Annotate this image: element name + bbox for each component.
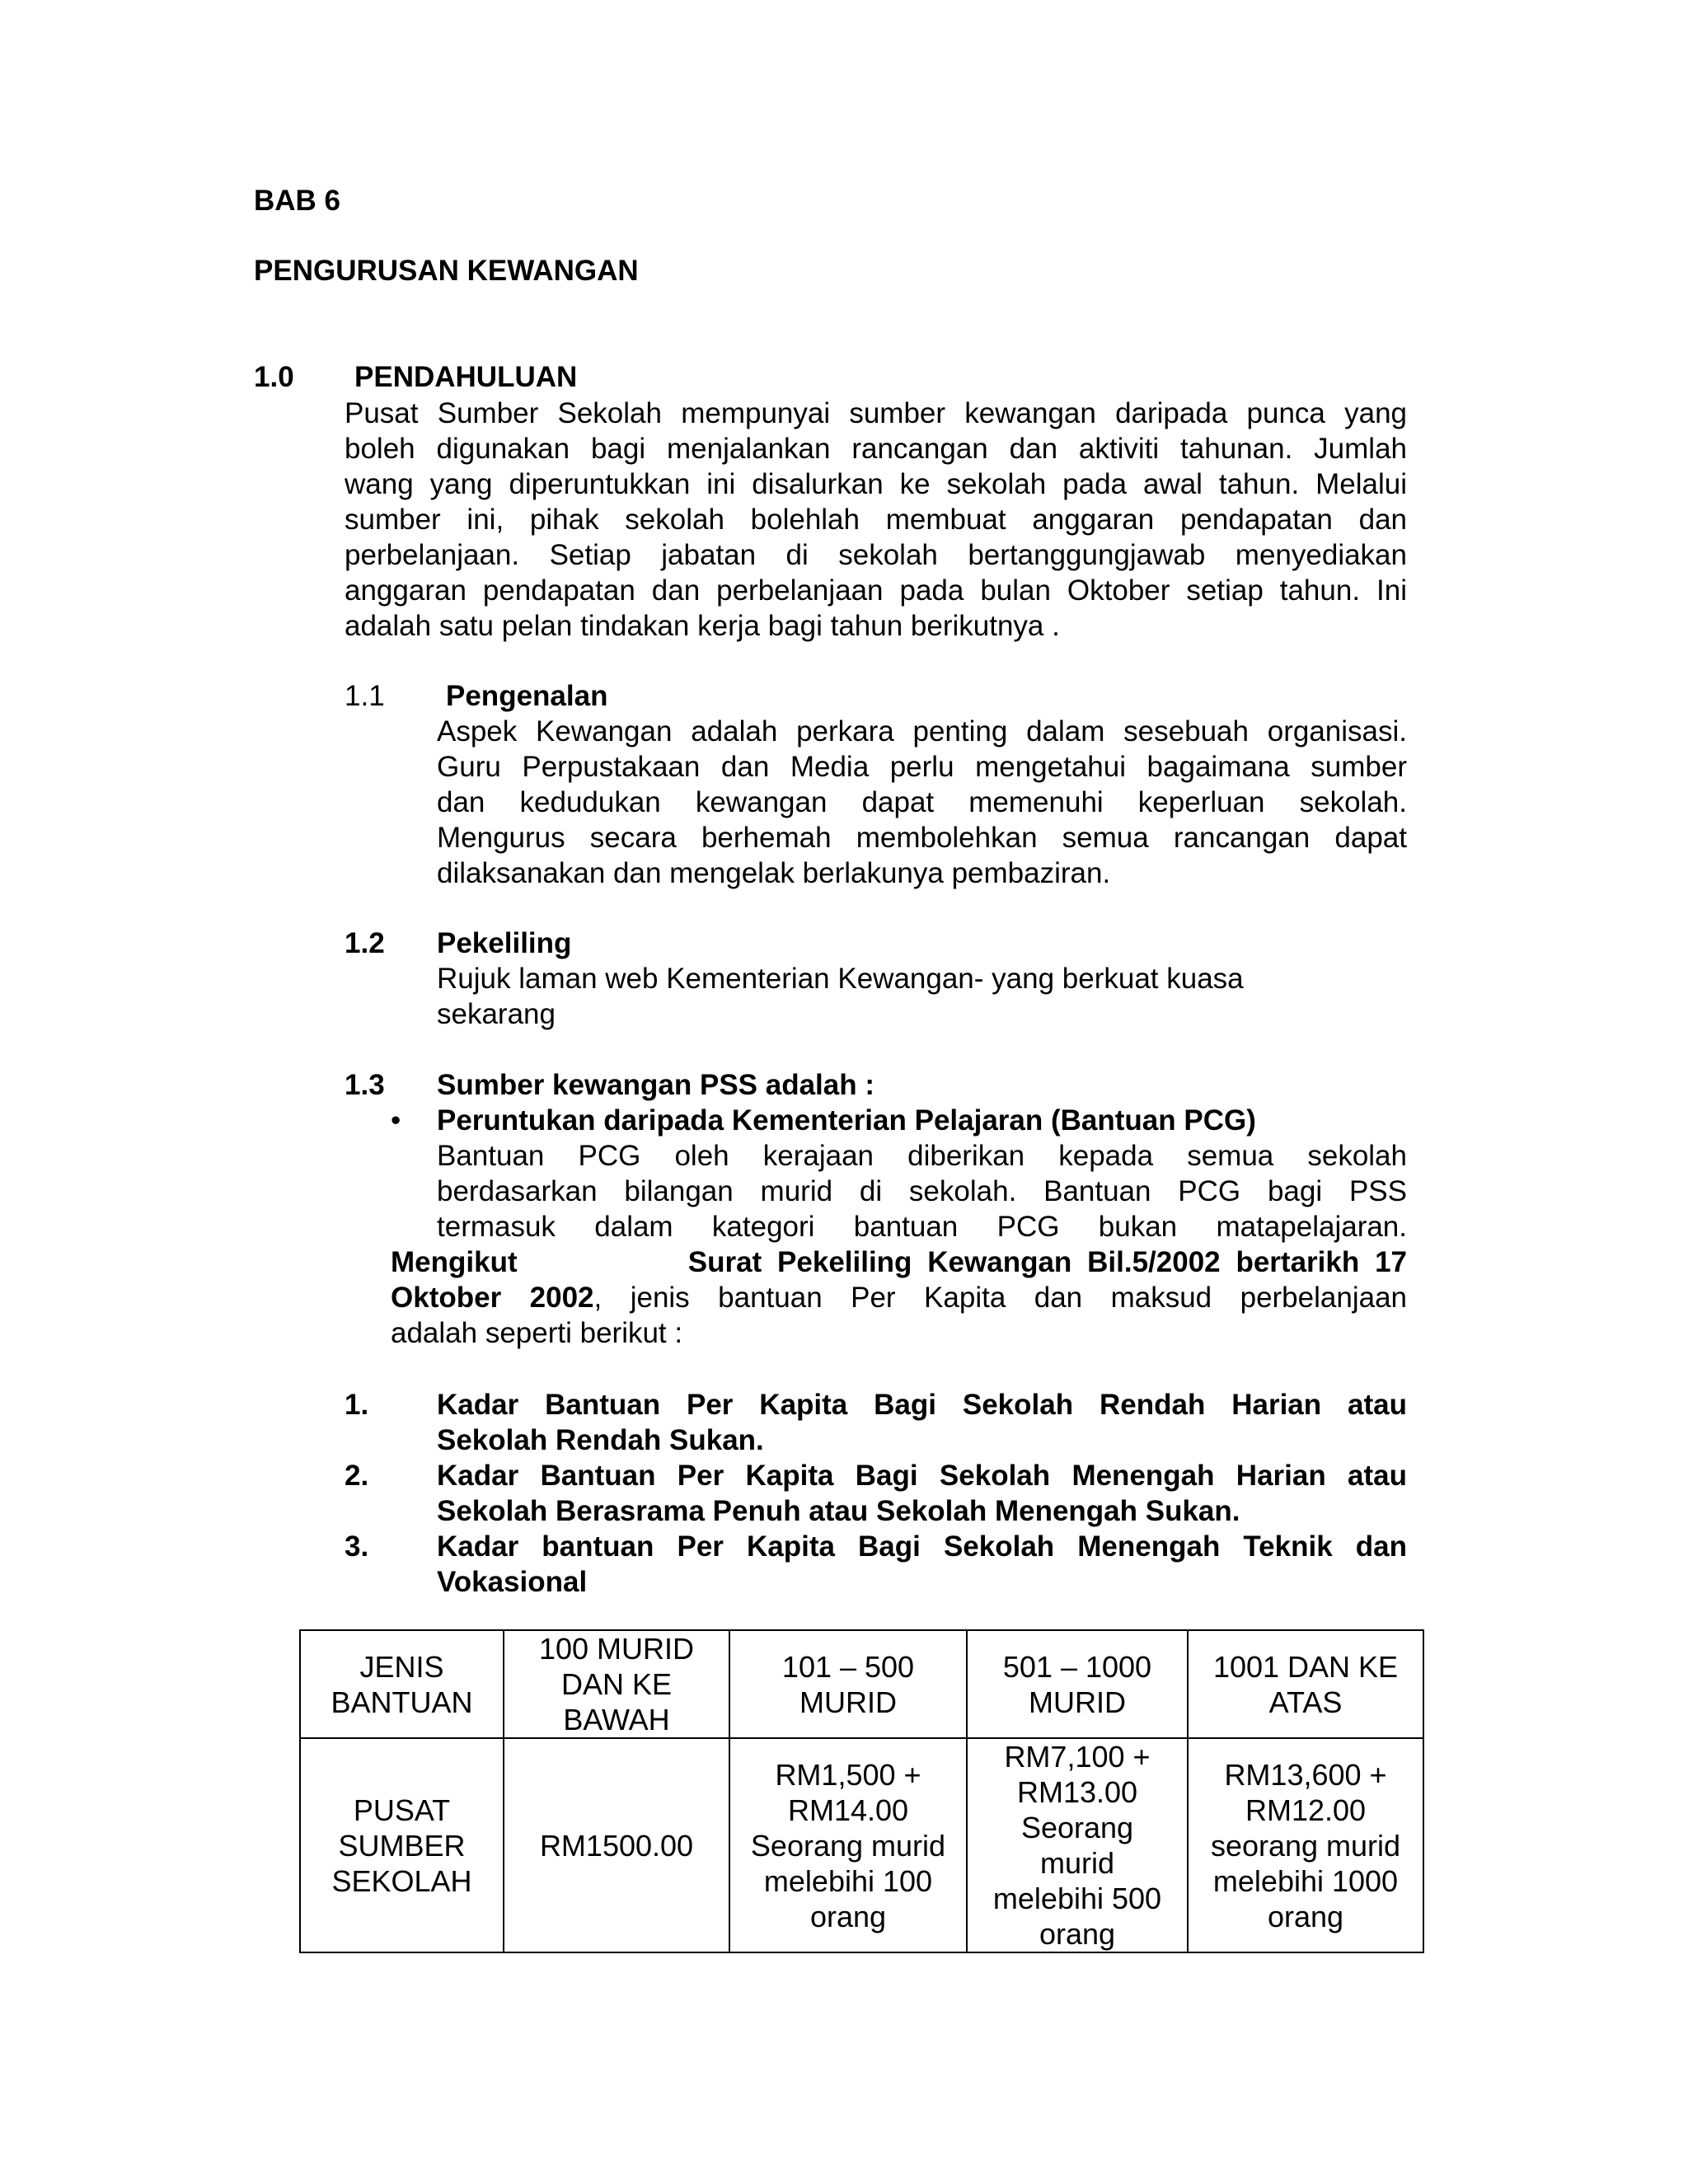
paragraph-line: Bantuan PCG oleh kerajaan diberikan kepada semua sekolah: [437, 1140, 1407, 1172]
list-item-2: [437, 1458, 1407, 1529]
list-number-1: 1.: [345, 1389, 369, 1421]
list-item-3: [437, 1529, 1407, 1600]
circular-text: , jenis bantuan Per Kapita dan maksud perbelanjaan: [593, 1282, 1407, 1314]
list-item-1: [437, 1387, 1407, 1458]
circular-title: Surat Pekeliling Kewangan Bil.5/2002 bertarikh 17: [687, 1246, 1407, 1278]
paragraph-line: dilaksanakan dan mengelak berlakunya pembaziran.: [437, 857, 1111, 889]
paragraph-line: Pusat Sumber Sekolah mempunyai sumber kewangan daripada punca yang: [345, 397, 1407, 429]
list-number-3: 3.: [345, 1530, 369, 1563]
bullet-point: •: [391, 1104, 401, 1137]
table-cell: RM1500.00: [504, 1738, 729, 1952]
bullet-heading-pcg: Peruntukan daripada Kementerian Pelajaran (Bantuan PCG): [437, 1104, 1256, 1137]
table-cell: RM7,100 + RM13.00 Seorang murid melebihi 500 orang: [967, 1738, 1188, 1952]
paragraph-line: Aspek Kewangan adalah perkara penting dalam sesebuah organisasi.: [437, 715, 1407, 748]
list-item-line: Vokasional: [437, 1566, 588, 1598]
section-heading-sumber-kewangan: Sumber kewangan PSS adalah :: [437, 1069, 874, 1101]
paragraph-line: sumber ini, pihak sekolah bolehlah membuat anggaran pendapatan dan: [345, 504, 1407, 536]
table-header-cell: 1001 DAN KE ATAS: [1188, 1630, 1423, 1738]
circular-date: Oktober 2002: [391, 1282, 594, 1314]
table-header-cell: 100 MURID DAN KE BAWAH: [504, 1630, 729, 1738]
paragraph-line: perbelanjaan. Setiap jabatan di sekolah bertanggungjawab menyediakan: [345, 539, 1407, 571]
paragraph-line: sekarang: [437, 998, 556, 1030]
paragraph-line: Rujuk laman web Kementerian Kewangan- yang berkuat kuasa: [437, 963, 1244, 995]
paragraph-line: anggaran pendapatan dan perbelanjaan pada bulan Oktober setiap tahun. Ini: [345, 574, 1407, 607]
section-1-0-paragraph: [345, 396, 1407, 644]
paragraph-line: berdasarkan bilangan murid di sekolah. Bantuan PCG bagi PSS: [437, 1175, 1407, 1207]
section-number-1-3: 1.3: [345, 1069, 385, 1101]
paragraph-line: Guru Perpustakaan dan Media perlu mengetahui bagaimana sumber: [437, 751, 1407, 783]
bullet-paragraph: [437, 1138, 1407, 1244]
list-number-2: 2.: [345, 1460, 369, 1492]
list-item-line: Sekolah Rendah Sukan.: [437, 1424, 764, 1456]
section-number-1-1: 1.1: [345, 680, 385, 712]
section-number-1-0: 1.0: [254, 361, 294, 393]
chapter-title: PENGURUSAN KEWANGAN: [254, 255, 639, 287]
list-item-line: Kadar bantuan Per Kapita Bagi Sekolah Menengah Teknik dan: [437, 1530, 1407, 1563]
table-header-cell: JENIS BANTUAN: [300, 1630, 504, 1738]
section-number-1-2: 1.2: [345, 927, 385, 959]
section-heading-pekeliling: Pekeliling: [437, 927, 572, 959]
chapter-label: BAB 6: [254, 185, 341, 217]
list-item-line: Kadar Bantuan Per Kapita Bagi Sekolah Menengah Harian atau: [437, 1460, 1407, 1492]
paragraph-line: [391, 1244, 1407, 1280]
section-1-1-paragraph: [437, 714, 1407, 891]
section-1-2-paragraph: [437, 961, 1407, 1032]
table-cell: RM13,600 + RM12.00 seorang murid melebihi 1000 orang: [1188, 1738, 1423, 1952]
paragraph-line: [391, 1280, 1407, 1315]
table-header-cell: 101 – 500 MURID: [729, 1630, 967, 1738]
table-cell: RM1,500 + RM14.00 Seorang murid melebihi 100 orang: [729, 1738, 967, 1952]
paragraph-line: wang yang diperuntukkan ini disalurkan ke sekolah pada awal tahun. Melalui: [345, 468, 1407, 500]
section-heading-pengenalan: Pengenalan: [446, 680, 608, 712]
paragraph-line: dan kedudukan kewangan dapat memenuhi keperluan sekolah.: [437, 786, 1407, 818]
paragraph-line: adalah satu pelan tindakan kerja bagi tahun berikutnya .: [345, 610, 1060, 642]
paragraph-line: adalah seperti berikut :: [391, 1317, 683, 1349]
per-capita-rate-table: [299, 1629, 1424, 1953]
table-header-row: [300, 1630, 1423, 1738]
list-item-line: Kadar Bantuan Per Kapita Bagi Sekolah Rendah Harian atau: [437, 1389, 1407, 1421]
paragraph-line: Mengurus secara berhemah membolehkan semua rancangan dapat: [437, 822, 1407, 854]
circular-lead: Mengikut: [391, 1246, 518, 1278]
paragraph-line: termasuk dalam kategori bantuan PCG bukan matapelajaran.: [437, 1211, 1407, 1243]
paragraph-line: boleh digunakan bagi menjalankan rancangan dan aktiviti tahunan. Jumlah: [345, 433, 1407, 465]
list-item-line: Sekolah Berasrama Penuh atau Sekolah Menengah Sukan.: [437, 1495, 1240, 1527]
table-row: [300, 1738, 1423, 1952]
circular-reference-paragraph: [391, 1244, 1407, 1351]
section-heading-pendahuluan: PENDAHULUAN: [354, 361, 578, 393]
table-header-cell: 501 – 1000 MURID: [967, 1630, 1188, 1738]
table-cell: PUSAT SUMBER SEKOLAH: [300, 1738, 504, 1952]
